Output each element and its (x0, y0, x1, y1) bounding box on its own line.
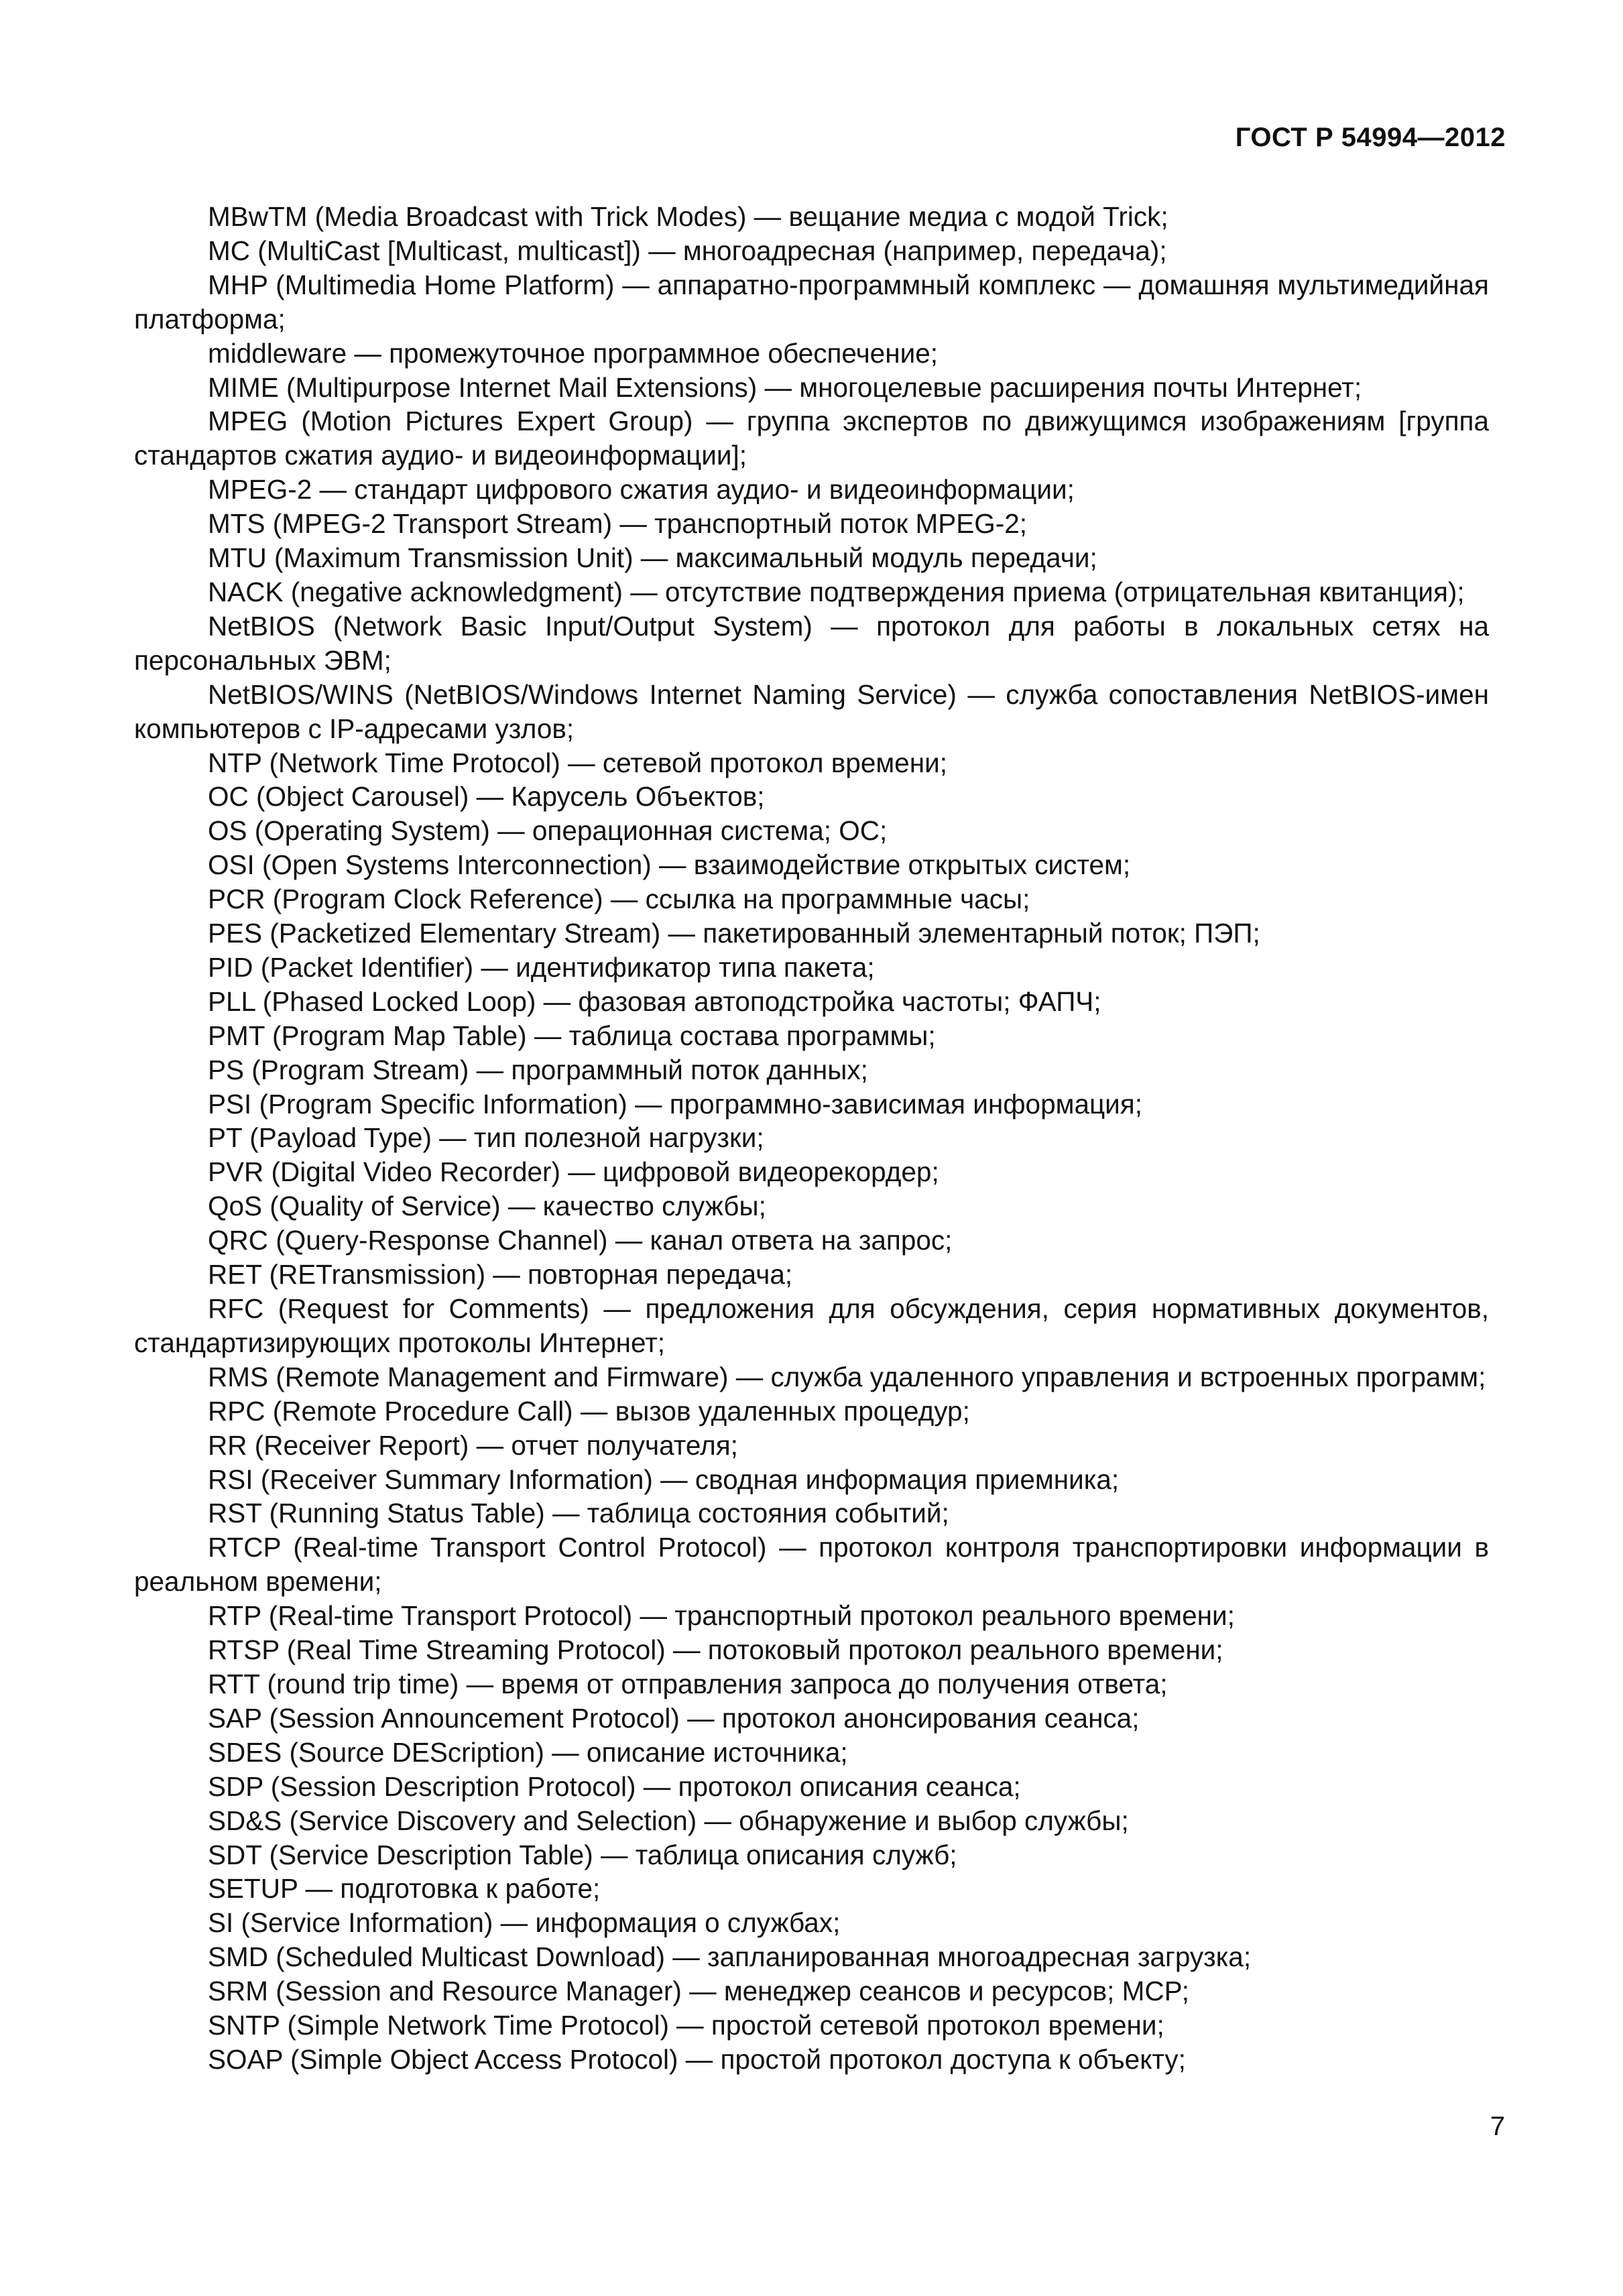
list-item: SDP (Session Description Protocol) — протокол описания сеанса; (208, 1770, 1021, 1802)
list-item: SD&S (Service Discovery and Selection) — обнаружение и выбор службы; (208, 1805, 1129, 1836)
list-item: MTS (MPEG-2 Transport Stream) — транспортный поток MPEG-2; (208, 508, 1028, 540)
list-item: SMD (Scheduled Multicast Download) — запланированная многоадресная загрузка; (208, 1941, 1252, 1973)
list-item: RTCP (Real-time Transport Control Protocol) — протокол контроля транспортировки информации в реальном времени; (134, 1532, 1489, 1597)
list-item: SDT (Service Description Table) — таблица описания служб; (208, 1839, 957, 1870)
list-item: MHP (Multimedia Home Platform) — аппаратно-программный комплекс — домашняя мультимедийная платформа; (134, 269, 1489, 335)
list-item: PLL (Phased Locked Loop) — фазовая автоподстройка частоты; ФАПЧ; (208, 985, 1101, 1017)
list-item: RR (Receiver Report) — отчет получателя; (208, 1429, 738, 1461)
list-item: OSI (Open Systems Interconnection) — взаимодействие открытых систем; (208, 849, 1131, 881)
list-item: RPC (Remote Procedure Call) — вызов удаленных процедур; (208, 1395, 970, 1427)
list-item: SI (Service Information) — информация о службах; (208, 1907, 841, 1939)
list-item: SDES (Source DEScription) — описание источника; (208, 1736, 848, 1768)
list-item: PSI (Program Specific Information) — программно-зависимая информация; (208, 1088, 1142, 1120)
list-item: RTT (round trip time) — время от отправления запроса до получения ответа; (208, 1668, 1168, 1699)
list-item: MPEG (Motion Pictures Expert Group) — группа экспертов по движущимся изображениям [группа стандартов сжатия аудио- и видеоинформации]; (134, 406, 1489, 471)
list-item: MIME (Multipurpose Internet Mail Extensions) — многоцелевые расширения почты Интернет; (208, 371, 1362, 403)
list-item: NACK (negative acknowledgment) — отсутствие подтверждения приема (отрицательная квитанция); (208, 576, 1465, 607)
list-item: PMT (Program Map Table) — таблица состава программы; (208, 1020, 936, 1051)
list-item: SRM (Session and Resource Manager) — менеджер сеансов и ресурсов; МСР; (208, 1976, 1189, 2007)
list-item: SAP (Session Announcement Protocol) — протокол анонсирования сеанса; (208, 1702, 1140, 1734)
list-item: RET (RETransmission) — повторная передача; (208, 1259, 793, 1290)
list-item: MTU (Maximum Transmission Unit) — максимальный модуль передачи; (208, 542, 1097, 574)
list-item: RTSP (Real Time Streaming Protocol) — потоковый протокол реального времени; (208, 1634, 1223, 1666)
list-item: middleware — промежуточное программное обеспечение; (208, 337, 938, 369)
list-item: RMS (Remote Management and Firmware) — служба удаленного управления и встроенных программ; (208, 1361, 1486, 1392)
list-item: PCR (Program Clock Reference) — ссылка на программные часы; (208, 884, 1030, 915)
page-number: 7 (1490, 2112, 1505, 2141)
list-item: MBwTM (Media Broadcast with Trick Modes) — вещание медиа с модой Trick; (208, 201, 1168, 232)
list-item: OS (Operating System) — операционная система; ОС; (208, 815, 888, 847)
list-item: PVR (Digital Video Recorder) — цифровой видеорекордер; (208, 1156, 939, 1188)
list-item: SOAP (Simple Object Access Protocol) — простой протокол доступа к объекту; (208, 2043, 1186, 2075)
list-item: RFC (Request for Comments) — предложения для обсуждения, серия нормативных документов, стандартизирующих протоколы Интернет; (134, 1293, 1489, 1358)
list-item: RTP (Real-time Transport Protocol) — транспортный протокол реального времени; (208, 1600, 1235, 1632)
list-item: MC (MultiCast [Multicast, multicast]) — многоадресная (например, передача); (208, 235, 1167, 266)
list-item: PES (Packetized Elementary Stream) — пакетированный элементарный поток; ПЭП; (208, 918, 1260, 949)
list-item: PS (Program Stream) — программный поток данных; (208, 1054, 868, 1085)
list-item: NTP (Network Time Protocol) — сетевой протокол времени; (208, 747, 947, 778)
list-item: RSI (Receiver Summary Information) — сводная информация приемника; (208, 1463, 1120, 1495)
list-item: NetBIOS (Network Basic Input/Output System) — протокол для работы в локальных сетях на персональных ЭВМ; (134, 610, 1489, 676)
list-item: PT (Payload Type) — тип полезной нагрузки; (208, 1122, 764, 1154)
list-item: MPEG-2 — стандарт цифрового сжатия аудио- и видеоинформации; (208, 474, 1075, 505)
list-item: OC (Object Carousel) — Карусель Объектов; (208, 781, 765, 812)
list-item: SNTP (Simple Network Time Protocol) — простой сетевой протокол времени; (208, 2010, 1164, 2041)
list-item: QRC (Query-Response Channel) — канал ответа на запрос; (208, 1225, 953, 1256)
abbreviations-list (134, 200, 1489, 2077)
list-item: QoS (Quality of Service) — качество службы; (208, 1191, 766, 1222)
list-item: RST (Running Status Table) — таблица состояния событий; (208, 1498, 949, 1529)
list-item: NetBIOS/WINS (NetBIOS/Windows Internet Naming Service) — служба сопоставления NetBIOS-имен компьютеров с IP-адресами узлов; (134, 678, 1489, 744)
document-code-header: ГОСТ Р 54994—2012 (1235, 123, 1506, 152)
list-item: PID (Packet Identifier) — идентификатор типа пакета; (208, 951, 875, 983)
list-item: SETUP — подготовка к работе; (208, 1873, 601, 1905)
